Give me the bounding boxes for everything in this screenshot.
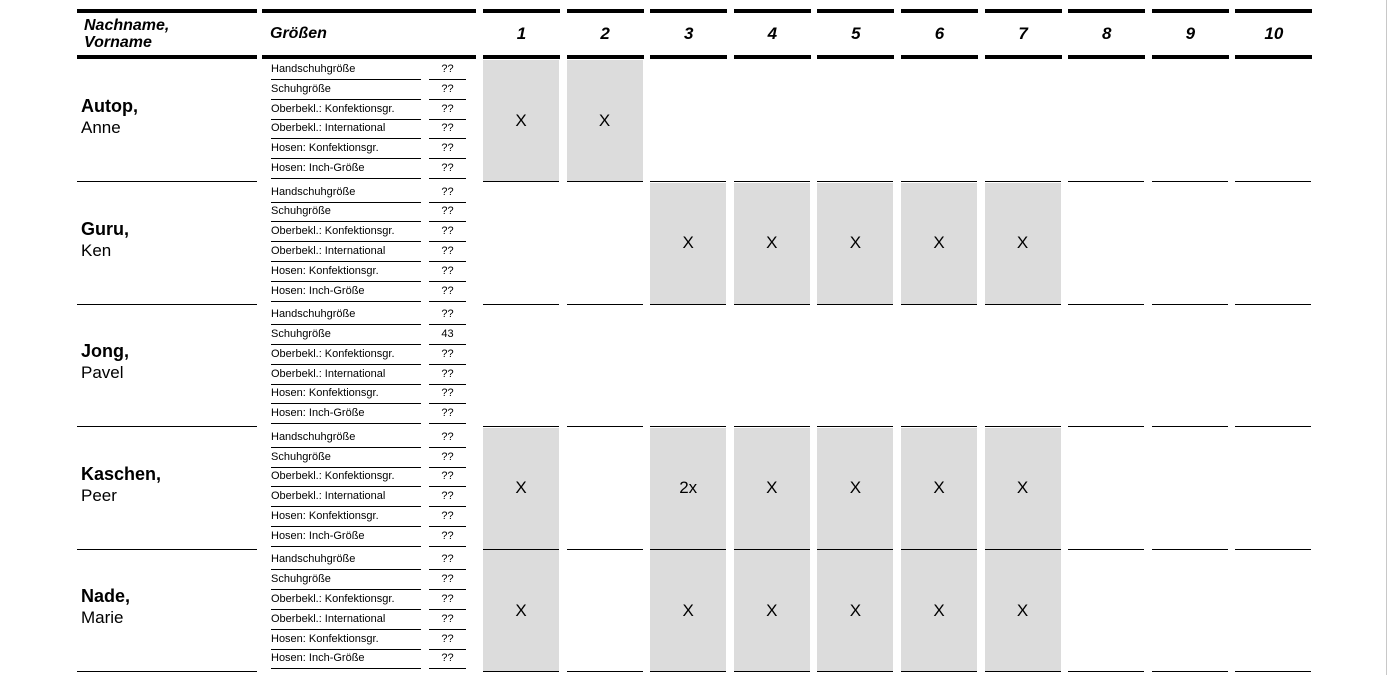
size-value: ?? [429, 489, 466, 507]
size-label: Hosen: Inch-Größe [271, 406, 421, 424]
mark-cell-1 [483, 305, 559, 427]
mark-cell-5 [817, 60, 893, 182]
mark-cell-6: X [901, 183, 977, 305]
size-value: ?? [429, 450, 466, 468]
mark-cell-8 [1068, 183, 1144, 305]
size-value: ?? [429, 121, 466, 139]
size-label: Schuhgröße [271, 204, 421, 222]
header-column-4: 4 [734, 9, 811, 59]
size-label: Hosen: Konfektionsgr. [271, 509, 421, 527]
header-column-10: 10 [1235, 9, 1312, 59]
size-label: Hosen: Konfektionsgr. [271, 386, 421, 404]
last-name: Guru, [81, 218, 129, 239]
size-value: ?? [429, 284, 466, 302]
person-row [0, 305, 1389, 427]
header-column-2: 2 [567, 9, 644, 59]
person-row [0, 550, 1389, 672]
size-value: ?? [429, 632, 466, 650]
size-label: Handschuhgröße [271, 307, 421, 325]
mark-cell-5: X [817, 183, 893, 305]
size-label: Hosen: Inch-Größe [271, 161, 421, 179]
size-value: ?? [429, 204, 466, 222]
size-label: Hosen: Konfektionsgr. [271, 141, 421, 159]
size-value: ?? [429, 185, 466, 203]
mark-cell-10 [1235, 550, 1311, 672]
size-value: 43 [429, 327, 466, 345]
mark-cell-10 [1235, 60, 1311, 182]
size-value: ?? [429, 82, 466, 100]
mark-cell-5: X [817, 428, 893, 550]
header-column-7: 7 [985, 9, 1062, 59]
size-value: ?? [429, 386, 466, 404]
header-column-5: 5 [817, 9, 894, 59]
size-value: ?? [429, 307, 466, 325]
last-name: Jong, [81, 341, 129, 362]
size-value: ?? [429, 102, 466, 120]
mark-cell-9 [1152, 60, 1228, 182]
header-column-1: 1 [483, 9, 560, 59]
size-value: ?? [429, 161, 466, 179]
size-label: Oberbekl.: Konfektionsgr. [271, 592, 421, 610]
size-value: ?? [429, 430, 466, 448]
mark-cell-4: X [734, 183, 810, 305]
size-label: Oberbekl.: International [271, 612, 421, 630]
size-label: Oberbekl.: Konfektionsgr. [271, 469, 421, 487]
mark-cell-1: X [483, 428, 559, 550]
mark-cell-3 [650, 305, 726, 427]
header-sizes-column: Größen [262, 9, 476, 59]
size-value: ?? [429, 592, 466, 610]
person-row [0, 60, 1389, 182]
mark-cell-2 [567, 428, 643, 550]
mark-cell-6 [901, 305, 977, 427]
size-value: ?? [429, 529, 466, 547]
mark-cell-7: X [985, 550, 1061, 672]
size-value: ?? [429, 406, 466, 424]
mark-cell-2 [567, 305, 643, 427]
header-column-3: 3 [650, 9, 727, 59]
size-value: ?? [429, 651, 466, 669]
mark-cell-2 [567, 183, 643, 305]
mark-cell-3: X [650, 183, 726, 305]
mark-cell-8 [1068, 550, 1144, 672]
mark-cell-7: X [985, 183, 1061, 305]
mark-cell-3 [650, 60, 726, 182]
size-label: Hosen: Inch-Größe [271, 529, 421, 547]
last-name: Autop, [81, 96, 138, 116]
mark-cell-7 [985, 60, 1061, 182]
mark-cell-9 [1152, 305, 1228, 427]
size-label: Oberbekl.: Konfektionsgr. [271, 102, 421, 120]
mark-cell-10 [1235, 305, 1311, 427]
size-value: ?? [429, 572, 466, 590]
mark-cell-1: X [483, 60, 559, 182]
mark-cell-9 [1152, 428, 1228, 550]
size-label: Hosen: Inch-Größe [271, 651, 421, 669]
mark-cell-10 [1235, 183, 1311, 305]
size-value: ?? [429, 612, 466, 630]
size-value: ?? [429, 509, 466, 527]
size-label: Handschuhgröße [271, 552, 421, 570]
size-value: ?? [429, 62, 466, 80]
size-value: ?? [429, 347, 466, 365]
size-label: Oberbekl.: International [271, 367, 421, 385]
size-value: ?? [429, 264, 466, 282]
size-value: ?? [429, 367, 466, 385]
first-name: Anne [81, 118, 121, 137]
first-name: Ken [81, 240, 112, 260]
mark-cell-3: 2x [650, 428, 726, 550]
size-label: Schuhgröße [271, 572, 421, 590]
mark-cell-3: X [650, 550, 726, 672]
mark-cell-4: X [734, 550, 810, 672]
size-label: Schuhgröße [271, 327, 421, 345]
size-value: ?? [429, 224, 466, 242]
size-label: Schuhgröße [271, 82, 421, 100]
header-column-8: 8 [1068, 9, 1145, 59]
size-label: Oberbekl.: International [271, 489, 421, 507]
size-label: Oberbekl.: Konfektionsgr. [271, 347, 421, 365]
mark-cell-5 [817, 305, 893, 427]
mark-cell-1 [483, 183, 559, 305]
mark-cell-8 [1068, 305, 1144, 427]
row-divider [77, 671, 257, 672]
first-name: Pavel [81, 363, 124, 383]
size-value: ?? [429, 141, 466, 159]
mark-cell-2: X [567, 60, 643, 182]
size-value: ?? [429, 244, 466, 262]
size-label: Oberbekl.: Konfektionsgr. [271, 224, 421, 242]
size-label: Oberbekl.: International [271, 121, 421, 139]
header-name-column: Nachname, Vorname [77, 9, 257, 59]
mark-cell-2 [567, 550, 643, 672]
page-edge-divider [1386, 0, 1387, 675]
size-label: Handschuhgröße [271, 430, 421, 448]
mark-cell-4 [734, 60, 810, 182]
mark-cell-8 [1068, 60, 1144, 182]
mark-cell-4: X [734, 428, 810, 550]
person-row [0, 183, 1389, 305]
mark-cell-9 [1152, 183, 1228, 305]
size-label: Schuhgröße [271, 450, 421, 468]
mark-cell-10 [1235, 428, 1311, 550]
header-column-9: 9 [1152, 9, 1229, 59]
size-label: Oberbekl.: International [271, 244, 421, 262]
size-value: ?? [429, 469, 466, 487]
mark-cell-5: X [817, 550, 893, 672]
mark-cell-1: X [483, 550, 559, 672]
last-name: Nade, [81, 586, 131, 607]
mark-cell-9 [1152, 550, 1228, 672]
mark-cell-7: X [985, 428, 1061, 550]
header-column-6: 6 [901, 9, 978, 59]
size-label: Hosen: Konfektionsgr. [271, 264, 421, 282]
size-value: ?? [429, 552, 466, 570]
mark-cell-8 [1068, 428, 1144, 550]
size-label: Hosen: Inch-Größe [271, 284, 421, 302]
first-name: Marie [81, 608, 124, 628]
mark-cell-6: X [901, 428, 977, 550]
first-name: Peer [81, 485, 117, 505]
last-name: Kaschen, [81, 463, 162, 484]
mark-cell-6 [901, 60, 977, 182]
mark-cell-6: X [901, 550, 977, 672]
size-label: Handschuhgröße [271, 62, 421, 80]
mark-cell-7 [985, 305, 1061, 427]
size-label: Hosen: Konfektionsgr. [271, 632, 421, 650]
person-row [0, 428, 1389, 550]
mark-cell-4 [734, 305, 810, 427]
size-label: Handschuhgröße [271, 185, 421, 203]
